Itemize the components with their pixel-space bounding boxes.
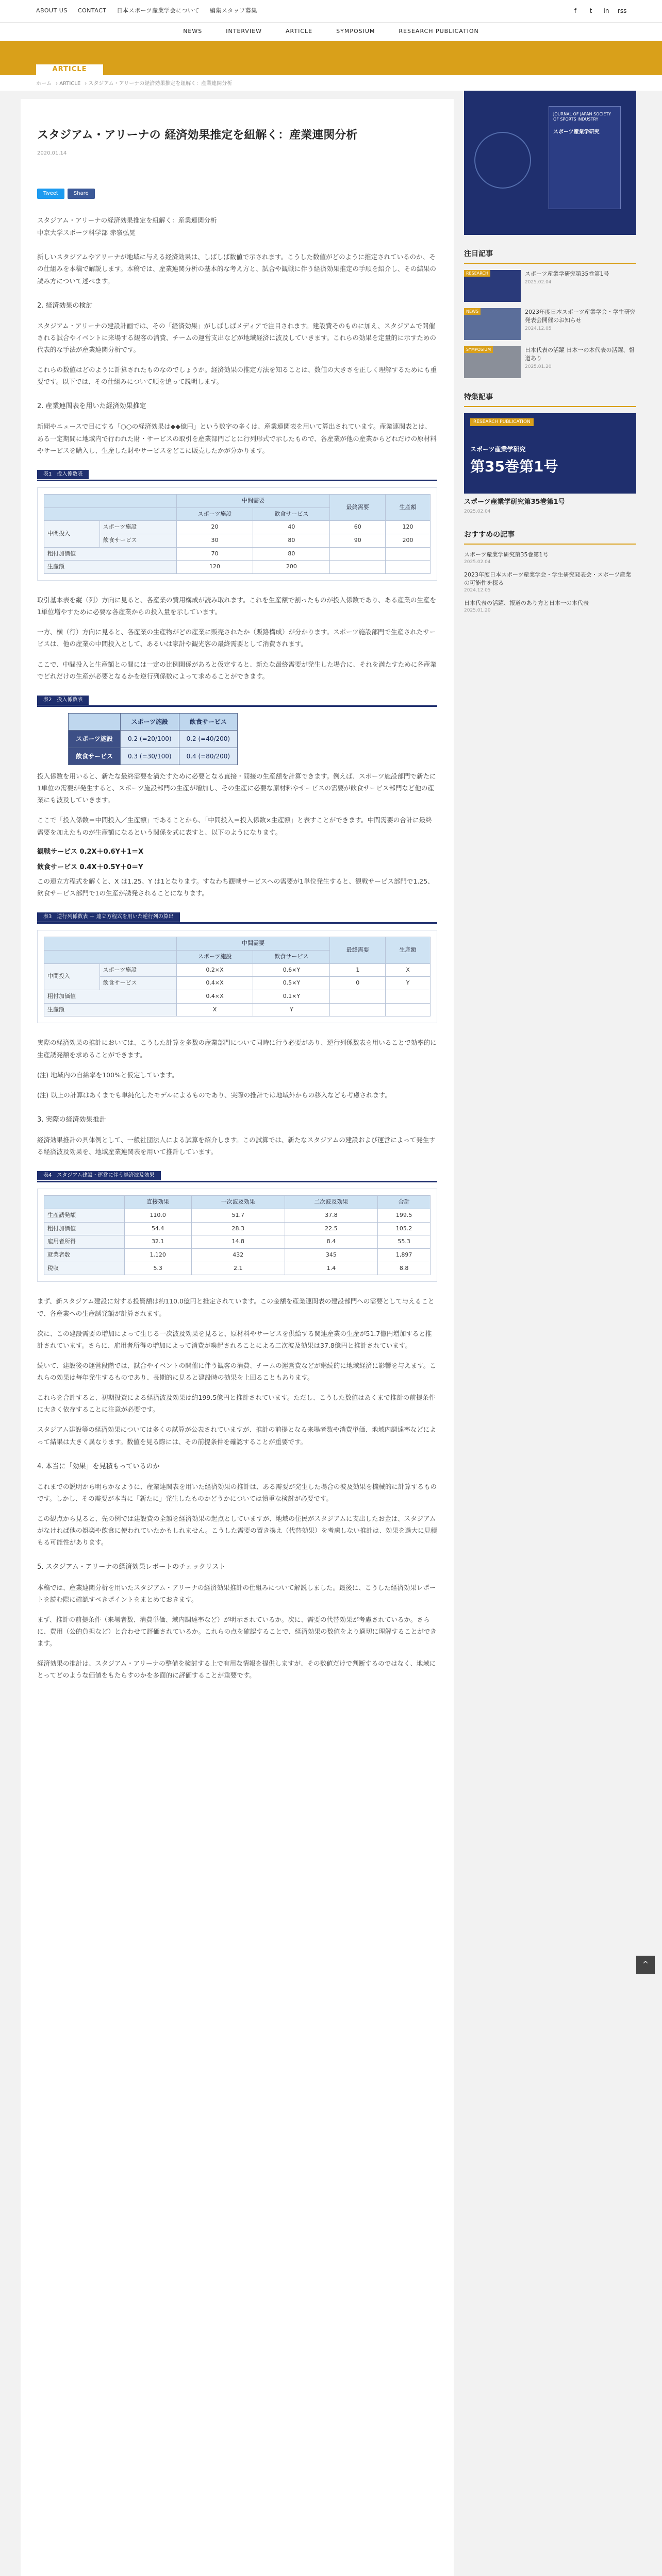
figure-rule — [37, 1181, 437, 1182]
table-cell: 105.2 — [378, 1222, 431, 1235]
table-cell: 432 — [191, 1249, 285, 1262]
item-date: 2025.02.04 — [525, 279, 552, 285]
paragraph: まず、新スタジアム建設に対する投資額は約110.0億円と推定されています。この金額を産業連関表の建設部門への需要として与えることで、各産業への生産誘発額が計算されます。 — [37, 1297, 435, 1317]
paragraph: スタジアム・アリーナの建設計画では、その「経済効果」がしばしばメディアで注目されます。建設費そのものに加え、スタジアムで開催される試合やイベントに来場する観客の消費、チームの運営支出などが地域経済に波及していきます。これらの効果を定量的に示すための代表的な手法が産業連関分析です。 — [37, 321, 437, 354]
list-item[interactable] — [464, 551, 636, 566]
table-cell: 60 — [330, 521, 386, 534]
io-coefficient-table — [68, 713, 238, 765]
section-heading: 2. 産業連関表を用いた経済効果推定 — [37, 402, 146, 411]
paragraph: これらを合計すると、初期投資による経済波及効果は約199.5億円と推計されています。ただし、こうした数値はあくまで推計の前提条件に大きく依存することに注意が必要です。 — [37, 1394, 436, 1414]
figure-label: 表1 投入係数表 — [37, 470, 89, 479]
feature-line-2: 第35巻第1号 — [470, 457, 558, 475]
paragraph: 続いて、建設後の運営段階では、試合やイベントの開催に伴う観客の消費、チームの運営費などが継続的に地域経済に影響を与えます。これらの効果は毎年発生するものであり、長期的に見ると建設時の効果を上回ることもあります。 — [37, 1361, 436, 1382]
table-cell: 5.3 — [124, 1262, 191, 1275]
table-header: 中間需要 — [176, 937, 330, 951]
feature-caption[interactable]: スポーツ産業学研究第35巻第1号 — [464, 498, 565, 506]
table-cell: 0.4×X — [176, 977, 253, 990]
table-header: 合計 — [378, 1196, 431, 1209]
table-cell: 40 — [253, 521, 330, 534]
nav-news[interactable]: NEWS — [183, 28, 203, 35]
paragraph: 経済効果の推計は、スタジアム・アリーナの整備を検討する上で有用な情報を提供しますが、その数値だけで判断するのではなく、地域にとってどのような価値をもたらすのかを多面的に評価することが重要です。 — [37, 1659, 436, 1680]
table-cell: 粗付加価値 — [44, 1222, 125, 1235]
table-cell: 税収 — [44, 1262, 125, 1275]
table-cell — [386, 990, 431, 1004]
table-cell: 0.4 (=80/200) — [179, 748, 238, 765]
item-date: 2024.12.05 — [525, 326, 552, 331]
intro-author: 中京大学スポーツ科学部 赤嶺弘晃 — [37, 228, 136, 236]
table-cell: 1,120 — [124, 1249, 191, 1262]
table-cell — [386, 1003, 431, 1016]
attention-item[interactable] — [464, 346, 636, 378]
table-cell: 32.1 — [124, 1235, 191, 1249]
feature-card[interactable] — [464, 413, 636, 494]
table-cell: 54.4 — [124, 1222, 191, 1235]
figure-label: 表3 逆行列係数表 ＋ 連立方程式を用いた逆行列の算出 — [37, 912, 180, 922]
paragraph: ここで、中間投入と生産額との間には一定の比例関係があると仮定すると、新たな最終需要が発生した場合に、それを満たすために各産業でどれだけの生産が必要となるかを逆行列係数によって求めることができます。 — [37, 660, 437, 680]
table-cell: 飲食サービス — [100, 977, 176, 990]
banner-decoration — [474, 132, 531, 189]
table-cell: X — [176, 1003, 253, 1016]
table-cell: 20 — [176, 521, 253, 534]
banner-sub: スポーツ産業学研究 — [553, 129, 600, 135]
paragraph: これまでの説明から明らかなように、産業連関表を用いた経済効果の推計は、ある需要が発生した場合の波及効果を機械的に計算するものです。しかし、その需要が本当に「新たに」発生したものかどうかについては慎重な検討が必要です。 — [37, 1482, 437, 1502]
topbar-link-contact[interactable]: CONTACT — [77, 7, 107, 14]
table-header: スポーツ施設 — [121, 713, 179, 730]
table-cell: 14.8 — [191, 1235, 285, 1249]
table-cell: 0.3 (=30/100) — [121, 748, 179, 765]
table-header: 二次波及効果 — [285, 1196, 378, 1209]
topbar-link-about[interactable]: ABOUT US — [36, 7, 68, 14]
table-cell: 120 — [176, 561, 253, 574]
table-cell — [386, 561, 431, 574]
thumbnail — [464, 270, 521, 302]
impact-table — [44, 1195, 431, 1275]
banner-title: JOURNAL OF JAPAN SOCIETY OF SPORTS INDUSTRY — [553, 112, 611, 122]
table-cell: X — [386, 963, 431, 977]
table-cell: 2.1 — [191, 1262, 285, 1275]
table-cell — [330, 1003, 386, 1016]
table-cell: Y — [386, 977, 431, 990]
table-header: 最終需要 — [330, 494, 386, 520]
table-cell: 90 — [330, 534, 386, 548]
table-cell — [386, 547, 431, 561]
table-corner — [44, 950, 177, 963]
nav-research-publication[interactable]: RESEARCH PUBLICATION — [399, 28, 479, 35]
paragraph: 新しいスタジアムやアリーナが地域に与える経済効果は、しばしば数値で示されます。こうした数値がどのように推定されているのか、その仕組みを本稿で解説します。本稿では、産業連関分析の基本的な考え方と、試合や観戦に伴う経済効果推定の手順を紹介し、その結果の読み方について述べます。 — [37, 253, 437, 285]
feature-date: 2025.02.04 — [464, 509, 491, 514]
tweet-button[interactable]: Tweet — [37, 189, 64, 199]
table-row — [44, 1262, 431, 1275]
footnote: (注) 地域内の自給率を100%と仮定しています。 — [37, 1071, 178, 1079]
table-header: 中間需要 — [176, 494, 330, 507]
table-cell: 28.3 — [191, 1222, 285, 1235]
table-cell: スポーツ施設 — [69, 731, 121, 748]
footnote: (注) 以上の計算はあくまでも単純化したモデルによるものであり、実際の推計では地域外からの移入なども考慮されます。 — [37, 1091, 392, 1099]
figure-rule — [37, 922, 437, 924]
table-cell: 0.4×X — [176, 990, 253, 1004]
thumbnail — [464, 346, 521, 378]
nav-interview[interactable]: INTERVIEW — [226, 28, 262, 35]
attention-item[interactable] — [464, 270, 636, 302]
facebook-share-button[interactable]: Share — [68, 189, 95, 199]
share-buttons — [37, 189, 437, 199]
table-cell: 粗付加価値 — [44, 990, 177, 1004]
article-date: 2020.01.14 — [37, 150, 67, 156]
paragraph: この観点から見ると、先の例では建設費の全額を経済効果の起点としていますが、地域の住民がスタジアムに支出したお金は、スタジアムがなければ他の娯楽や飲食に使われていたかもしれません。こうした需要の置き換え（代替効果）を考慮しない推計は、効果を過大に見積もる可能性があります。 — [37, 1515, 437, 1547]
article-intro — [37, 214, 437, 239]
scroll-to-top-button[interactable]: ^ — [636, 1956, 655, 1974]
table-header: 生産額 — [386, 494, 431, 520]
item-title: 日本代表の活躍 日本一の本代表の活躍、報道あり — [525, 346, 635, 362]
table-cell: 80 — [253, 534, 330, 548]
list-item[interactable] — [464, 571, 636, 594]
table-cell: スポーツ施設 — [100, 521, 176, 534]
table-header: スポーツ施設 — [176, 507, 253, 521]
table-cell: 80 — [253, 547, 330, 561]
table-cell: 飲食サービス — [69, 748, 121, 765]
figure-rule — [37, 705, 437, 707]
journal-banner[interactable] — [464, 91, 636, 235]
figure-rule — [37, 480, 437, 481]
table-cell: 就業者数 — [44, 1249, 125, 1262]
topbar-link-society[interactable]: 日本スポーツ産業学会について — [117, 7, 200, 14]
table-row — [44, 1222, 431, 1235]
feature-line-1: スポーツ産業学研究 — [470, 445, 526, 453]
section-heading: 3. 実際の経済効果推計 — [37, 1115, 106, 1124]
paragraph: 本稿では、産業連関分析を用いたスタジアム・アリーナの経済効果推計の仕組みについて解説しました。最後に、こうした経済効果レポートを読む際に確認すべきポイントをまとめておきます。 — [37, 1583, 436, 1603]
table-cell: 0.6×Y — [253, 963, 330, 977]
main-nav — [0, 23, 662, 41]
paragraph: スタジアム建設等の経済効果については多くの試算が公表されていますが、推計の前提となる来場者数や消費単価、地域内調達率などによって結果は大きく異なります。数値を見る際には、その前提条件を確認することが重要です。 — [37, 1426, 436, 1446]
breadcrumb-home[interactable]: ホーム — [36, 81, 52, 87]
table-cell: 1.4 — [285, 1262, 378, 1275]
paragraph: まず、推計の前提条件（来場者数、消費単価、域内調達率など）が明示されているか。次に、需要の代替効果が考慮されているか。さらに、費用（公的負担など）と合わせて評価されているか。これらの点を確認することで、経済効果の数値をより適切に理解することができます。 — [37, 1615, 437, 1647]
article — [21, 99, 454, 2576]
table-row — [44, 1209, 431, 1223]
table-row-group: 中間投入 — [44, 521, 100, 547]
item-date: 2025.02.04 — [464, 559, 491, 565]
table-header: スポーツ施設 — [176, 950, 253, 963]
section-heading: 2. 経済効果の検討 — [37, 301, 93, 310]
table-corner — [44, 507, 177, 521]
category-tag: SYMPOSIUM — [464, 346, 493, 353]
table-header — [44, 1196, 125, 1209]
table-cell: 0.5×Y — [253, 977, 330, 990]
paragraph: この連立方程式を解くと、X は1.25、Y は1となります。すなわち観戦サービスへの需要が1単位発生すると、観戦サービス部門で1.25、飲食サービス部門で1の生産が誘発されることになります。 — [37, 877, 434, 897]
recommend-heading: おすすめの記事 — [464, 529, 636, 545]
table-cell: 55.3 — [378, 1235, 431, 1249]
social-links — [571, 6, 626, 16]
table-cell: 生産誘発額 — [44, 1209, 125, 1223]
paragraph: 次に、この建設需要の増加によって生じる一次波及効果を見ると、原材料やサービスを供給する関連産業の生産が51.7億円増加すると推計されています。さらに、雇用者所得の増加によって消費が喚起されることによる二次波及効果は37.8億円と推計されています。 — [37, 1329, 432, 1349]
table-cell: 200 — [386, 534, 431, 548]
table-cell: スポーツ施設 — [100, 963, 176, 977]
table-corner — [44, 494, 177, 507]
category-tab: ARTICLE — [36, 63, 103, 75]
breadcrumb-current: スタジアム・アリーナの経済効果推定を紐解く：産業連関分析 — [88, 81, 233, 87]
attention-item[interactable] — [464, 308, 636, 340]
item-date: 2024.12.05 — [464, 587, 491, 593]
nav-article[interactable]: ARTICLE — [286, 28, 313, 35]
paragraph: 一方、横（行）方向に見ると、各産業の生産物がどの産業に販売されたか（販路構成）が分かります。スポーツ施設部門で生産されたサービスは、他の産業の中間投入として、あるいは家計や観光客の最終需要として消費されます。 — [37, 628, 436, 648]
breadcrumb-category[interactable]: ARTICLE — [59, 81, 81, 87]
attention-heading: 注目記事 — [464, 248, 636, 264]
table-row — [44, 1235, 431, 1249]
table-cell: 110.0 — [124, 1209, 191, 1223]
paragraph: 取引基本表を縦（列）方向に見ると、各産業の費用構成が読み取れます。これを生産額で割ったものが投入係数であり、ある産業の生産を1単位増やすために必要な各産業からの投入量を示しています。 — [37, 596, 437, 616]
section-heading: 5. スタジアム・アリーナの経済効果レポートのチェックリスト — [37, 1563, 226, 1571]
journal-cover-thumb — [549, 106, 621, 209]
table-cell: 0.2 (=20/100) — [121, 731, 179, 748]
table-cell: 雇用者所得 — [44, 1235, 125, 1249]
figure-table-3 — [37, 930, 437, 1023]
table-cell: 0.2×X — [176, 963, 253, 977]
table-header: 飲食サービス — [179, 713, 238, 730]
formula-2: 飲食サービス 0.4X＋0.5Y＋0＝Y — [37, 863, 143, 871]
twitter-icon[interactable]: t — [589, 7, 592, 15]
table-corner — [44, 937, 177, 951]
category-tag: NEWS — [464, 308, 481, 315]
table-cell: 30 — [176, 534, 253, 548]
table-cell — [330, 561, 386, 574]
facebook-icon[interactable]: f — [574, 7, 577, 15]
table-cell: 199.5 — [378, 1209, 431, 1223]
table-cell: 0.2 (=40/200) — [179, 731, 238, 748]
figure-table-4 — [37, 1189, 437, 1282]
breadcrumb: ホーム › ARTICLE › スタジアム・アリーナの経済効果推定を紐解く：産業連関分析 — [0, 75, 662, 91]
table-header: 飲食サービス — [253, 507, 330, 521]
table-header: 生産額 — [386, 937, 431, 963]
page-title: スタジアム・アリーナの 経済効果推定を紐解く：産業連関分析 — [37, 129, 358, 142]
category-hero — [0, 41, 662, 75]
figure-table-1 — [37, 487, 437, 581]
sidebar — [464, 91, 636, 709]
instagram-icon[interactable]: in — [603, 7, 609, 15]
table-cell: 粗付加価値 — [44, 547, 177, 561]
figure-label: 表4 スタジアム建設・運営に伴う経済波及効果 — [37, 1171, 161, 1180]
table-header: 直接効果 — [124, 1196, 191, 1209]
table-cell: 120 — [386, 521, 431, 534]
intro-title: スタジアム・アリーナの経済効果推定を紐解く：産業連関分析 — [37, 216, 217, 224]
feature-heading: 特集記事 — [464, 392, 636, 407]
io-table-1 — [44, 494, 431, 574]
paragraph: 経済効果推計の具体例として、一般社団法人による試算を紹介します。この試算では、新たなスタジアムの建設および運営によって発生する経済波及効果を、地域産業連関表を用いて推計しています。 — [37, 1136, 436, 1156]
item-title: 2023年度日本スポーツ産業学会・学生研究発表会・スポーツ産業の可能性を探る — [464, 571, 632, 586]
figure-label: 表2 投入係数表 — [37, 696, 89, 705]
item-title: 2023年度日本スポーツ産業学会・学生研究発表会開催のお知らせ — [525, 308, 636, 324]
table-cell: 200 — [253, 561, 330, 574]
table-header: 最終需要 — [330, 937, 386, 963]
table-cell: 飲食サービス — [100, 534, 176, 548]
category-tag: RESEARCH — [464, 270, 490, 277]
table-cell: 生産額 — [44, 1003, 177, 1016]
table-header: 一次波及効果 — [191, 1196, 285, 1209]
paragraph: 実際の経済効果の推計においては、こうした計算を多数の産業部門について同時に行う必要があり、逆行列係数表を用いることで効率的に生産誘発額を求めることができます。 — [37, 1039, 437, 1059]
table-cell: Y — [253, 1003, 330, 1016]
io-table-3 — [44, 937, 431, 1016]
list-item[interactable] — [464, 599, 636, 614]
paragraph: ここで「投入係数＝中間投入／生産額」であることから、「中間投入＝投入係数×生産額」と表すことができます。中間需要の合計に最終需要を加えたものが生産額になるという関係を式に表すと、以下のようになります。 — [37, 816, 432, 836]
table-cell — [330, 990, 386, 1004]
table-corner — [69, 713, 121, 730]
table-cell: 345 — [285, 1249, 378, 1262]
table-cell: 37.8 — [285, 1209, 378, 1223]
rss-icon[interactable]: rss — [618, 7, 627, 15]
table-cell: 1 — [330, 963, 386, 977]
topbar — [0, 0, 662, 23]
table-cell: 70 — [176, 547, 253, 561]
table-cell: 8.4 — [285, 1235, 378, 1249]
table-cell: 22.5 — [285, 1222, 378, 1235]
table-row-group: 中間投入 — [44, 963, 100, 990]
paragraph: これらの数値はどのように計算されたものなのでしょうか。経済効果の推定方法を知ることは、数値の大きさを正しく理解するためにも重要です。以下では、その仕組みについて順を追って説明します。 — [37, 366, 437, 386]
feature-tag: RESEARCH PUBLICATION — [470, 418, 534, 426]
item-date: 2025.01.20 — [464, 607, 491, 613]
section-heading: 4. 本当に「効果」を見積もっているのか — [37, 1462, 160, 1470]
table-cell — [330, 547, 386, 561]
table-row — [44, 1249, 431, 1262]
formula-1: 観戦サービス 0.2X＋0.6Y＋1＝X — [37, 848, 144, 856]
table-header: 飲食サービス — [253, 950, 330, 963]
item-date: 2025.01.20 — [525, 364, 552, 369]
item-title: スポーツ産業学研究第35巻第1号 — [525, 270, 609, 277]
table-cell: 1,897 — [378, 1249, 431, 1262]
table-cell: 51.7 — [191, 1209, 285, 1223]
paragraph: 投入係数を用いると、新たな最終需要を満たすために必要となる直接・間接の生産額を計算できます。例えば、スポーツ施設部門で新たに1単位の需要が発生すると、スポーツ施設部門の生産が増加し、その生産に必要な原材料やサービスの需要が飲食サービス部門など他の産業にも波及していきます。 — [37, 772, 436, 804]
table-cell: 生産額 — [44, 561, 177, 574]
topbar-link-staff[interactable]: 編集スタッフ募集 — [209, 7, 257, 14]
table-cell: 8.8 — [378, 1262, 431, 1275]
nav-symposium[interactable]: SYMPOSIUM — [336, 28, 375, 35]
table-cell: 0 — [330, 977, 386, 990]
table-cell: 0.1×Y — [253, 990, 330, 1004]
item-title: スポーツ産業学研究第35巻第1号 — [464, 551, 549, 558]
recommend-list — [464, 551, 636, 614]
thumbnail — [464, 308, 521, 340]
paragraph: 新聞やニュースで目にする「○○の経済効果は◆◆億円」という数字の多くは、産業連関表を用いて算出されています。産業連関表とは、ある一定期間に地域内で行われた財・サービスの取引を産業部門ごとに行列形式で示したもので、各産業が他の産業からどれだけの原材料やサービスを購入し、生産した財やサービスをどこに販売したかが分かります。 — [37, 422, 437, 454]
item-title: 日本代表の活躍、報道のあり方と日本一の本代表 — [464, 599, 589, 606]
